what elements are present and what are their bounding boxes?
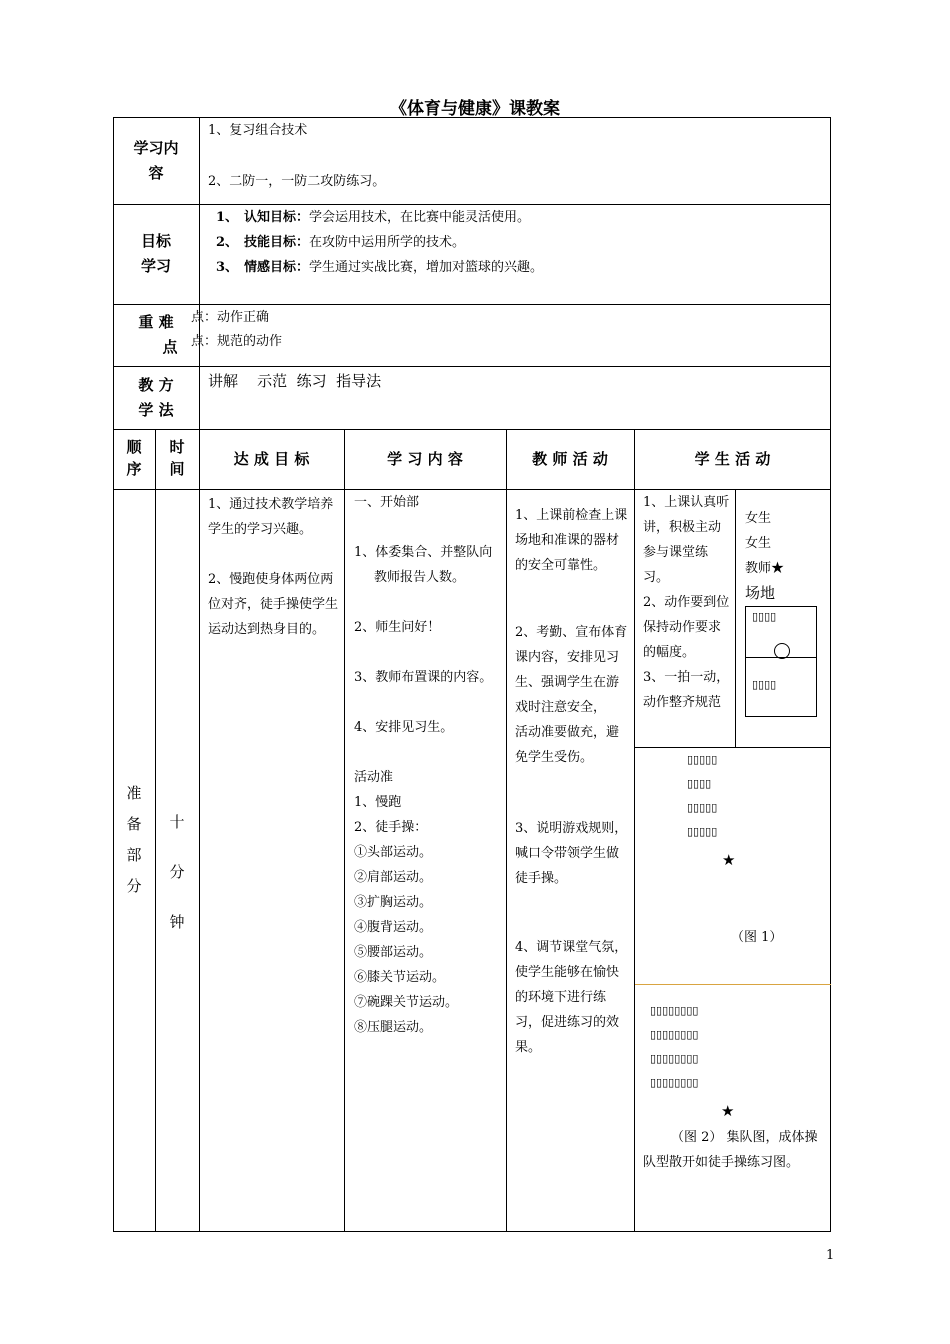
row-divider (634, 984, 831, 985)
court-center-circle (774, 643, 790, 659)
content-item-2: 2、二防一，一防二攻防练习。 (208, 174, 386, 189)
figure-1-caption: （图 1） (731, 930, 783, 945)
court-top-label: ▯▯▯▯ (752, 610, 777, 623)
methods-text: 讲解 示范 练习 指导法 (208, 372, 382, 390)
legend (745, 506, 784, 606)
header-student: 学 生 活 动 (694, 450, 771, 468)
legend-teacher: 教师★ (745, 561, 785, 576)
section-order: 准 备 部 分 (126, 784, 142, 895)
header-order: 顺序 (126, 438, 142, 478)
section-goal-text: 1、通过技术教学培养学生的学习兴趣。 2、慢跑使身体两位两位对齐，徒手操使学生运动达到热身目的。 (208, 497, 339, 637)
column-divider (199, 117, 200, 429)
section-time: 十 分 钟 (169, 813, 185, 931)
goals-list (216, 205, 543, 280)
row-divider (113, 366, 831, 367)
court-bottom-label: ▯▯▯▯ (752, 678, 777, 691)
page-number: 1 (826, 1248, 835, 1263)
section-teacher-list: 1、上课前检查上课场地和准课的器材的安全可靠性。 2、考勤、宣布体育课内容，安排见习生、强调学生在游戏时注意安全， 活动准要做充，避免学生受伤。 3、说明游戏规则，喊口令带领学生做徒手操。 4、调节课堂气氛，使学生能够在愉快的环境下进行练习，促进练习的效果。 (515, 508, 628, 1055)
figure-2-formation: ▯▯▯▯▯▯▯▯ ▯▯▯▯▯▯▯▯ ▯▯▯▯▯▯▯▯ ▯▯▯▯▯▯▯▯ (650, 1004, 699, 1089)
section-student-list: 1、上课认真听讲，积极主动参与课堂练习。 2、动作要到位保持动作要求的幅度。 3、一拍一动，动作整齐规范 (643, 495, 730, 710)
page-title: 《体育与健康》课教案 (390, 99, 560, 119)
methods-label: 教 方 学 法 (138, 376, 174, 419)
column-divider (634, 429, 635, 1232)
legend-field: 场地 (745, 584, 776, 602)
column-divider (199, 429, 200, 1232)
column-divider (735, 489, 736, 747)
header-time: 时间 (169, 438, 185, 478)
header-goal: 达 成 目 标 (233, 450, 310, 468)
column-divider (344, 429, 345, 1232)
goal-item: 3、 情感目标：学生通过实战比赛，增加对篮球的兴趣。 (216, 260, 544, 275)
column-divider (506, 429, 507, 1232)
header-teacher: 教 师 活 动 (532, 450, 608, 468)
key-points-label: 重 难 点 (138, 313, 178, 356)
header-content: 学 习 内 容 (387, 450, 463, 468)
figure-2-caption: （图 2） 集队图，成体操队型散开如徒手操练习图。 (643, 1130, 818, 1170)
figure-1-formation: ▯▯▯▯▯ ▯▯▯▯ ▯▯▯▯▯ ▯▯▯▯▯ (687, 753, 718, 838)
figure-2-teacher-star: ★ (721, 1102, 735, 1120)
key-point-2: 点：规范的动作 (191, 334, 283, 349)
content-item-1: 1、复习组合技术 (208, 123, 308, 138)
row-divider (634, 747, 831, 748)
goal-item: 1、 认知目标：学会运用技术，在比赛中能灵活使用。 (216, 210, 531, 225)
section-content-list: 一、开始部 1、体委集合、并整队向教师报告人数。 2、师生问好！ 3、教师布置课的内容。 4、安排见习生。 活动准 1、慢跑 2、徒手操： ①头部运动。 ②肩部运动。 ③扩胸运动。 ④腹背运动。 ⑤腰部运动。 ⑥膝关节运动。 ⑦碗踝关节运动。 ⑧压腿运动。 (354, 495, 493, 1035)
figure-1-teacher-star: ★ (722, 851, 736, 869)
goals-label: 目标 学习 (140, 232, 171, 275)
legend-female: 女生 (745, 536, 772, 551)
goal-item: 2、 技能目标：在攻防中运用所学的技术。 (216, 235, 466, 250)
key-point-1: 点：动作正确 (191, 310, 270, 325)
content-label: 学习内 容 (133, 139, 179, 182)
legend-female: 女生 (745, 511, 772, 526)
row-divider (113, 429, 831, 430)
